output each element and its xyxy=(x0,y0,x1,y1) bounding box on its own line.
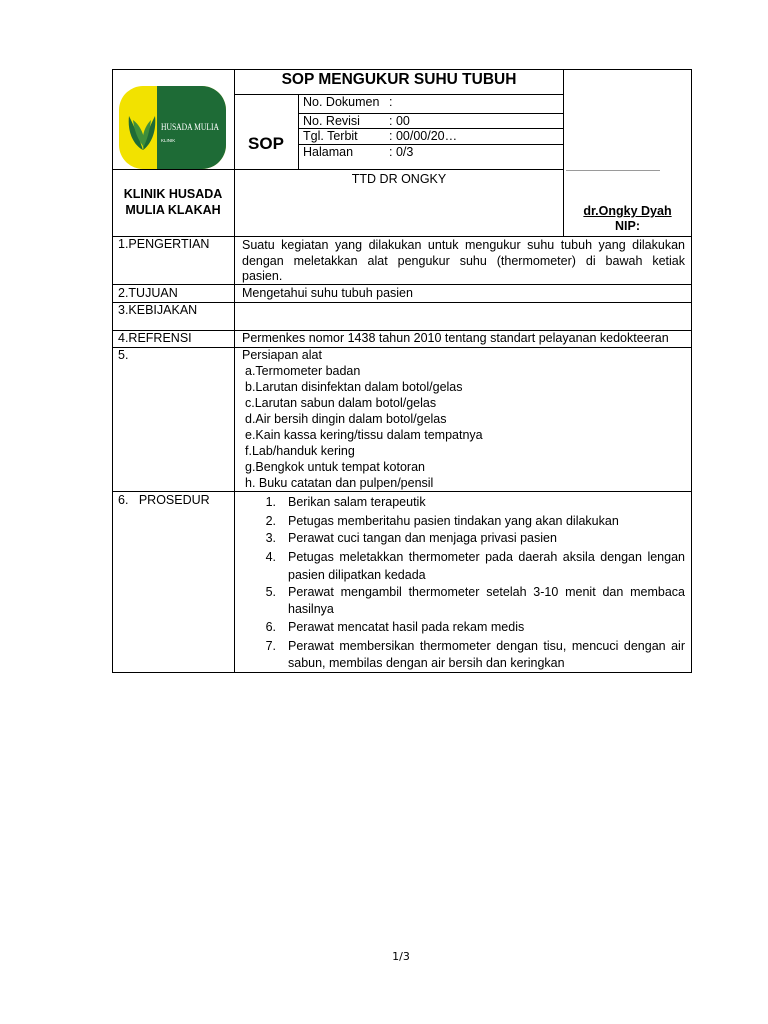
persiapan-item: e.Kain kassa kering/tissu dalam tempatnya xyxy=(245,428,483,442)
tujuan-text: Mengetahui suhu tubuh pasien xyxy=(242,286,413,300)
persiapan-item: b.Larutan disinfektan dalam botol/gelas xyxy=(245,380,463,394)
step-number: 7. xyxy=(265,639,276,653)
row-label-tujuan: 2.TUJUAN xyxy=(118,286,178,300)
row-label-kebijakan: 3.KEBIJAKAN xyxy=(118,303,198,317)
step-text: Perawat cuci tangan dan menjaga privasi pasien xyxy=(288,531,557,545)
clinic-logo xyxy=(119,86,226,169)
page-number: 1/3 xyxy=(392,950,410,963)
step-number: 3. xyxy=(265,531,276,545)
field-no-dokumen-label: No. Dokumen xyxy=(303,95,380,109)
field-no-revisi-value: : 00 xyxy=(389,114,410,128)
step-number: 4. xyxy=(265,550,276,564)
field-no-dokumen-value: : xyxy=(389,95,393,109)
persiapan-item: c.Larutan sabun dalam botol/gelas xyxy=(245,396,437,410)
step-text: hasilnya xyxy=(288,602,334,616)
row-label-pengertian: 1.PENGERTIAN xyxy=(118,237,210,251)
step-text: Berikan salam terapeutik xyxy=(288,495,426,509)
pengertian-line-1: Suatu kegiatan yang dilakukan untuk mengukur suhu tubuh yang dilakukan xyxy=(242,238,685,252)
persiapan-item: g.Bengkok untuk tempat kotoran xyxy=(245,460,425,474)
step-text: sabun, membilas dengan air bersih dan keringkan xyxy=(288,656,565,670)
sop-label: SOP xyxy=(248,134,284,153)
step-text: Perawat membersikan thermometer dengan tisu, mencuci dengan air xyxy=(288,639,685,653)
signer-nip: NIP: xyxy=(615,219,640,233)
step-text: Petugas memberitahu pasien tindakan yang akan dilakukan xyxy=(288,514,619,528)
persiapan-title: Persiapan alat xyxy=(242,348,322,362)
row-label-prosedur: 6. PROSEDUR xyxy=(118,493,210,507)
step-text: Petugas meletakkan thermometer pada daerah aksila dengan lengan xyxy=(288,550,685,564)
step-number: 6. xyxy=(265,620,276,634)
step-text: Perawat mencatat hasil pada rekam medis xyxy=(288,620,525,634)
row-label-refrensi: 4.REFRENSI xyxy=(118,331,192,345)
row-label-persiapan: 5. xyxy=(118,348,129,362)
step-number: 2. xyxy=(265,514,276,528)
persiapan-item: a.Termometer badan xyxy=(245,364,361,378)
persiapan-item: f.Lab/handuk kering xyxy=(245,444,355,458)
step-number: 5. xyxy=(265,585,276,599)
signer-name: dr.Ongky Dyah xyxy=(583,204,672,218)
field-tgl-terbit-value: : 00/00/20… xyxy=(389,129,458,143)
field-halaman-label: Halaman xyxy=(303,145,354,159)
document-title: SOP MENGUKUR SUHU TUBUH xyxy=(281,71,517,88)
persiapan-item: d.Air bersih dingin dalam botol/gelas xyxy=(245,412,447,426)
field-halaman-value: : 0/3 xyxy=(389,145,414,159)
step-text: Perawat mengambil thermometer setelah 3-10 menit dan membaca xyxy=(288,585,685,599)
refrensi-text: Permenkes nomor 1438 tahun 2010 tentang standart pelayanan kedokteeran xyxy=(242,331,669,345)
field-tgl-terbit-label: Tgl. Terbit xyxy=(303,129,358,143)
logo-text-bottom: KLINIK xyxy=(161,138,176,143)
signature-ttd: TTD DR ONGKY xyxy=(351,172,447,186)
pengertian-line-3: pasien. xyxy=(242,269,283,283)
step-number: 1. xyxy=(265,495,276,509)
step-text: pasien dilipatkan kedada xyxy=(288,568,426,582)
pengertian-line-2: dengan meletakkan alat pengukur suhu (thermometer) di bawah ketiak xyxy=(242,254,685,268)
clinic-name-line1: KLINIK HUSADA xyxy=(123,187,223,201)
logo-text-top: HUSADA MULIA xyxy=(161,123,220,133)
persiapan-item: h. Buku catatan dan pulpen/pensil xyxy=(245,476,434,490)
field-no-revisi-label: No. Revisi xyxy=(303,114,360,128)
clinic-name-line2: MULIA KLAKAH xyxy=(125,203,221,217)
